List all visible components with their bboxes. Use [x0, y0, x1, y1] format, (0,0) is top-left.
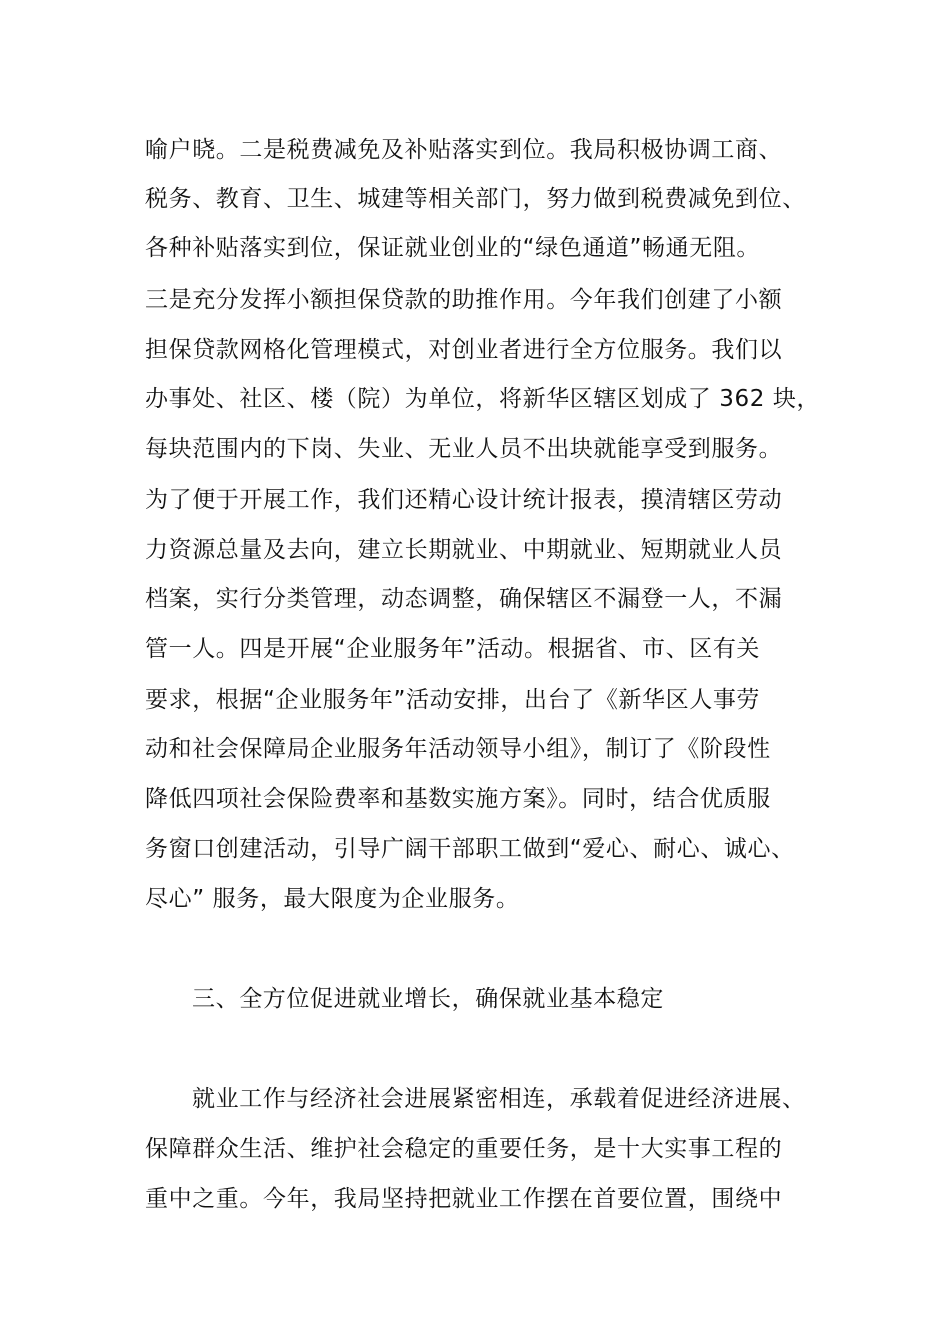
paragraph-line: 档案，实行分类管理，动态调整，确保辖区不漏登一人，不漏: [145, 586, 783, 612]
paragraph-line: 三是充分发挥小额担保贷款的助推作用。今年我们创建了小额: [145, 287, 783, 313]
paragraph-line: 喻户晓。二是税费减免及补贴落实到位。我局积极协调工商、: [145, 137, 783, 163]
paragraph-line: 就业工作与经济社会进展紧密相连，承载着促进经济进展、: [192, 1086, 806, 1112]
paragraph-line: 动和社会保障局企业服务年活动领导小组》，制订了《阶段性: [145, 736, 771, 762]
paragraph-line: 办事处、社区、楼（院）为单位，将新华区辖区划成了 362 块，: [145, 386, 821, 412]
paragraph-line: 尽心” 服务，最大限度为企业服务。: [145, 886, 520, 912]
paragraph-line: 各种补贴落实到位，保证就业创业的“绿色通道”畅通无阻。: [145, 235, 761, 261]
paragraph-line: 重中之重。今年，我局坚持把就业工作摆在首要位置，围绕中: [145, 1186, 783, 1212]
paragraph-line: 税务、教育、卫生、城建等相关部门，努力做到税费减免到位、: [145, 186, 806, 212]
paragraph-line: 每块范围内的下岗、失业、无业人员不出块就能享受到服务。: [145, 436, 783, 462]
paragraph-line: 务窗口创建活动，引导广阔干部职工做到“爱心、耐心、诚心、: [145, 836, 795, 862]
paragraph-line: 管一人。四是开展“企业服务年”活动。根据省、市、区有关: [145, 636, 761, 662]
paragraph-line: 力资源总量及去向，建立长期就业、中期就业、短期就业人员: [145, 537, 783, 563]
paragraph-line: 为了便于开展工作，我们还精心设计统计报表，摸清辖区劳动: [145, 487, 783, 513]
paragraph-line: 担保贷款网格化管理模式，对创业者进行全方位服务。我们以: [145, 337, 783, 363]
paragraph-line: 保障群众生活、维护社会稳定的重要任务，是十大实事工程的: [145, 1136, 783, 1162]
paragraph-line: 要求，根据“企业服务年”活动安排，出台了《新华区人事劳: [145, 687, 761, 713]
section-heading: 三、全方位促进就业增长，确保就业基本稳定: [192, 986, 664, 1012]
paragraph-line: 降低四项社会保险费率和基数实施方案》。同时，结合优质服: [145, 786, 771, 812]
